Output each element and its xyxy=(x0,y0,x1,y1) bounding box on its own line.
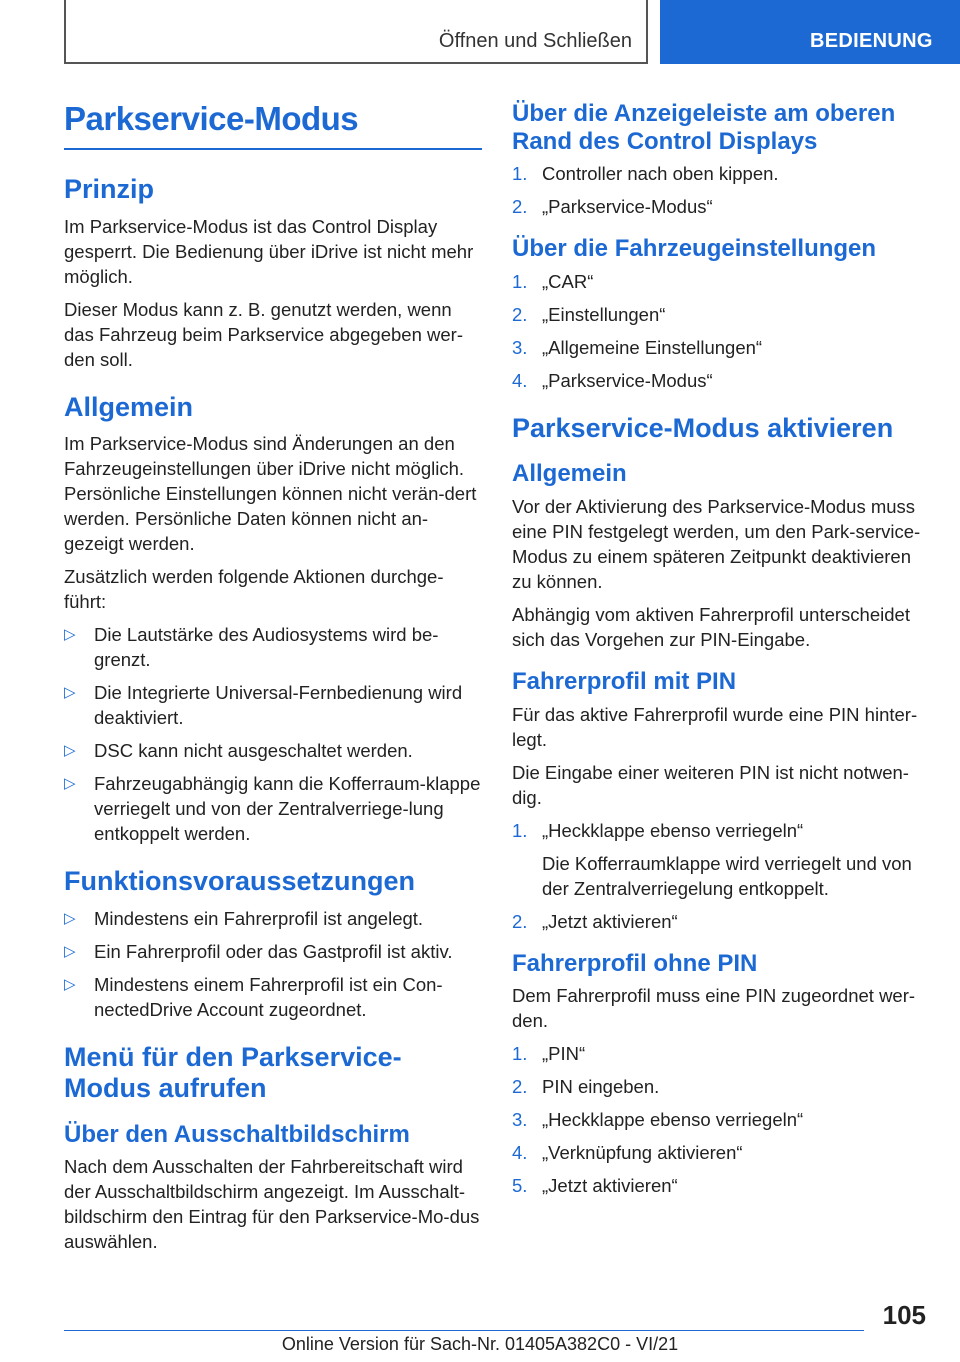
step-number: 1. xyxy=(512,1043,528,1065)
heading-menu-aufrufen: Menü für den Parkservice-Modus aufrufen xyxy=(64,1041,402,1104)
heading-ausschaltbildschirm: Über den Ausschaltbildschirm xyxy=(64,1120,410,1148)
step-text: „Heckklappe ebenso verriegeln“ xyxy=(542,819,804,841)
step-number: 5. xyxy=(512,1175,528,1197)
heading-ohne-pin: Fahrerprofil ohne PIN xyxy=(512,949,758,977)
paragraph: Im Parkservice-Modus sind Änderungen an den Fahrzeugeinstellungen über iDrive nicht möglich. Persönliche Einstellungen können nicht verän-dert werden. Persönliche Daten können nicht an-gezeigt werden. xyxy=(64,433,477,555)
paragraph: Dieser Modus kann z. B. genutzt werden, wenn das Fahrzeug beim Parkservice abgegeben wer-den soll. xyxy=(64,298,463,370)
page-number: 105 xyxy=(882,1300,926,1330)
step-item xyxy=(512,269,930,294)
step-item xyxy=(512,909,930,934)
list-item-text: Ein Fahrerprofil oder das Gastprofil ist aktiv. xyxy=(94,940,453,962)
step-list xyxy=(512,269,930,393)
right-column xyxy=(512,100,930,1206)
bullet-triangle-icon: ▷ xyxy=(64,742,76,760)
left-column xyxy=(64,100,482,1262)
heading-fahrzeugeinstellungen: Über die Fahrzeugeinstellungen xyxy=(512,235,877,263)
list-item-text: Die Integrierte Universal-Fernbedienung wird deaktiviert. xyxy=(94,682,463,729)
paragraph: Für das aktive Fahrerprofil wurde eine PIN hinter-legt. xyxy=(512,703,918,750)
step-item xyxy=(512,1140,930,1165)
step-text: „Jetzt aktivieren“ xyxy=(542,910,678,932)
bullet-triangle-icon: ▷ xyxy=(64,942,76,960)
step-list xyxy=(512,161,930,219)
paragraph: Zusätzlich werden folgende Aktionen durchge-führt: xyxy=(64,566,444,613)
step-number: 4. xyxy=(512,369,528,391)
step-text: PIN eingeben. xyxy=(542,1076,660,1098)
paragraph: Abhängig vom aktiven Fahrerprofil unterscheidet sich das Vorgehen zur PIN-Eingabe. xyxy=(512,603,910,650)
step-number: 4. xyxy=(512,1142,528,1164)
bullet-triangle-icon: ▷ xyxy=(64,775,76,793)
step-item xyxy=(512,335,930,360)
step-item xyxy=(512,1074,930,1099)
list-item xyxy=(64,771,482,846)
step-item xyxy=(512,1173,930,1198)
step-item xyxy=(512,161,930,186)
chapter-title: BEDIENUNG xyxy=(810,30,933,52)
step-result-text: Die Kofferraumklappe wird verriegelt und von der Zentralverriegelung entkoppelt. xyxy=(542,852,912,899)
bullet-triangle-icon: ▷ xyxy=(64,626,76,644)
header-chapter-tab xyxy=(660,0,960,64)
step-item xyxy=(512,818,930,901)
step-item xyxy=(512,194,930,219)
list-item xyxy=(64,680,482,730)
step-text: „Verknüpfung aktivieren“ xyxy=(542,1142,743,1164)
footer-version-text: Online Version für Sach-Nr. 01405A382C0 - VI/21 xyxy=(281,1334,679,1354)
heading-anzeigeleiste: Über die Anzeigeleiste am oberen Rand des Control Displays xyxy=(512,100,896,155)
heading-allgemein: Allgemein xyxy=(64,391,194,422)
bullet-list xyxy=(64,622,482,846)
list-item xyxy=(64,906,482,931)
step-number: 1. xyxy=(512,163,528,185)
step-number: 3. xyxy=(512,336,528,358)
header-section-tab xyxy=(64,0,648,64)
bullet-triangle-icon: ▷ xyxy=(64,975,76,993)
list-item xyxy=(64,972,482,1022)
paragraph: Vor der Aktivierung des Parkservice-Modus muss eine PIN festgelegt werden, um den Park-service-Modus zu einem späteren Zeitpunkt deaktivieren zu können. xyxy=(512,495,921,592)
heading-allgemein-2: Allgemein xyxy=(512,460,627,488)
section-title: Öffnen und Schließen xyxy=(438,30,632,52)
step-item xyxy=(512,368,930,393)
bullet-triangle-icon: ▷ xyxy=(64,909,76,927)
step-number: 1. xyxy=(512,819,528,841)
step-list xyxy=(512,818,930,934)
list-item-text: DSC kann nicht ausgeschaltet werden. xyxy=(94,740,413,762)
step-number: 2. xyxy=(512,303,528,325)
step-text: „Parkservice-Modus“ xyxy=(542,196,713,218)
footer-divider xyxy=(64,1330,864,1331)
page-title: Parkservice-Modus xyxy=(64,100,482,150)
list-item-text: Fahrzeugabhängig kann die Kofferraum-klappe verriegelt und von der Zentralverriege-lung entkoppelt werden. xyxy=(94,773,481,845)
step-text: „Parkservice-Modus“ xyxy=(542,369,713,391)
list-item xyxy=(64,939,482,964)
step-number: 2. xyxy=(512,1076,528,1098)
step-list xyxy=(512,1041,930,1198)
paragraph: Im Parkservice-Modus ist das Control Display gesperrt. Die Bedienung über iDrive ist nicht mehr möglich. xyxy=(64,215,474,287)
paragraph: Die Eingabe einer weiteren PIN ist nicht notwen-dig. xyxy=(512,761,909,808)
step-number: 3. xyxy=(512,1109,528,1131)
step-text: „Heckklappe ebenso verriegeln“ xyxy=(542,1109,804,1131)
list-item xyxy=(64,622,482,672)
step-text: „CAR“ xyxy=(542,270,594,292)
step-number: 1. xyxy=(512,270,528,292)
step-number: 2. xyxy=(512,910,528,932)
heading-prinzip: Prinzip xyxy=(64,174,155,204)
step-item xyxy=(512,302,930,327)
list-item-text: Mindestens ein Fahrerprofil ist angelegt. xyxy=(94,907,424,929)
list-item-text: Mindestens einem Fahrerprofil ist ein Con-nectedDrive Account zugeordnet. xyxy=(94,973,443,1020)
bullet-triangle-icon: ▷ xyxy=(64,684,76,702)
step-item xyxy=(512,1107,930,1132)
heading-aktivieren: Parkservice-Modus aktivieren xyxy=(512,412,894,443)
heading-funktionsvoraussetzungen: Funktionsvoraussetzungen xyxy=(64,866,416,897)
step-text: Controller nach oben kippen. xyxy=(542,163,779,185)
step-item xyxy=(512,1041,930,1066)
step-text: „Allgemeine Einstellungen“ xyxy=(542,336,763,358)
step-text: „PIN“ xyxy=(542,1043,586,1065)
step-text: „Jetzt aktivieren“ xyxy=(542,1175,678,1197)
paragraph: Nach dem Ausschalten der Fahrbereitschaft wird der Ausschaltbildschirm angezeigt. Im Ausschalt-bildschirm den Eintrag für den Parkservice-Mo-dus auswählen. xyxy=(64,1156,480,1253)
step-text: „Einstellungen“ xyxy=(542,303,666,325)
list-item xyxy=(64,738,482,763)
list-item-text: Die Lautstärke des Audiosystems wird be-grenzt. xyxy=(94,624,439,671)
heading-mit-pin: Fahrerprofil mit PIN xyxy=(512,667,737,695)
step-number: 2. xyxy=(512,196,528,218)
bullet-list xyxy=(64,906,482,1022)
paragraph: Dem Fahrerprofil muss eine PIN zugeordnet wer-den. xyxy=(512,985,916,1032)
